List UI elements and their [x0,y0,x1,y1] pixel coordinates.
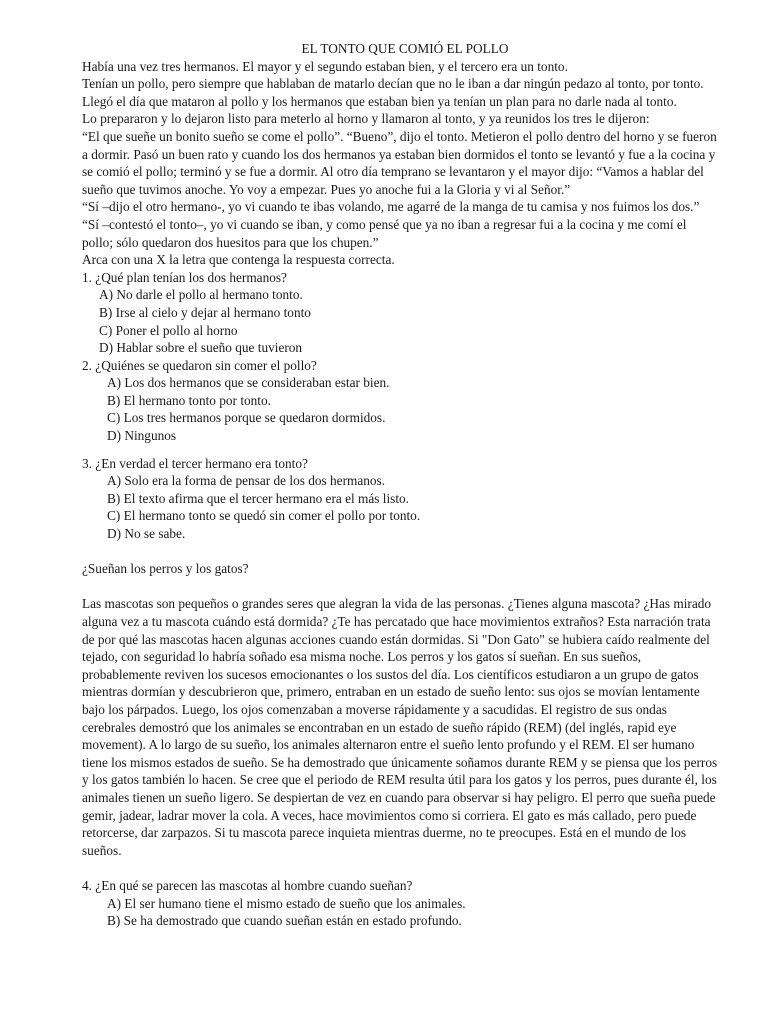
answer-option-a[interactable]: A) No darle el pollo al hermano tonto. [99,287,303,303]
reading-paragraph: Las mascotas son pequeños o grandes seres que alegran la vida de las personas. ¿Tienes alguna mascota? ¿Has mirado alguna vez a tu mascota cuándo está dormida? ¿Te has percatado que hace movimientos extraños? Esta narración trata de por qué las mascotas hacen algunas acciones cuando están dormidas. Si "Don Gato" se hubiera caído realmente del tejado, con seguridad lo habría soñado esa misma noche. Los perros y los gatos sí sueñan. En sus sueños, probablemente reviven los sucesos emocionantes o los sustos del día. Los científicos estudiaron a un grupo de gatos mientras dormían y descubrieron que, primero, entraban en un estado de sueño lento: sus ojos se movían lentamente bajo los párpados. Luego, los ojos comenzaban a moverse rápidamente y a sacudidas. El registro de sus ondas cerebrales demostró que los animales se encontraban en un estado de sueño rápido (REM) (del inglés, rapid eye movement). A lo largo de su sueño, los animales alternaron entre el sueño lento profundo y el REM. El ser humano tiene los mismos estados de sueño. Se ha demostrado que únicamente soñamos durante REM y se piensa que los perros y los gatos también lo hacen. Se cree que el periodo de REM resulta útil para los gatos y los perros, pues durante él, los animales tienen un sueño ligero. Se despiertan de vez en cuando para observar si hay peligro. El perro que sueña puede gemir, jadear, ladrar mover la cola. A veces, hace movimientos como si corriera. El gato es más callado, pero puede retorcerse, dar zarpazos. Si tu mascota parece inquieta mientras duerme, no te preocupes. Está en el mundo de los sueños. [82,596,718,858]
answer-option-d[interactable]: D) Ningunos [107,428,177,444]
answer-options [82,374,718,444]
story-title: EL TONTO QUE COMIÓ EL POLLO [301,41,509,56]
answer-option-b[interactable]: B) Irse al cielo y dejar al hermano tonto [99,304,311,320]
spacer [82,445,718,455]
answer-option-b[interactable]: B) Se ha demostrado que cuando sueñan están en estado profundo. [107,913,462,929]
answer-option-d[interactable]: D) No se sabe. [107,526,186,542]
answer-option-c[interactable]: C) Los tres hermanos porque se quedaron dormidos. [107,410,386,426]
question-block-3 [82,455,718,543]
question-text: 2. ¿Quiénes se quedaron sin comer el pollo? [82,357,317,373]
story-paragraph-1: Había una vez tres hermanos. El mayor y el segundo estaban bien, y el tercero era un tonto. [82,58,568,74]
spacer [82,859,718,877]
answer-option-a[interactable]: A) Los dos hermanos que se consideraban estar bien. [107,375,390,391]
spacer [82,543,718,561]
question-text: 3. ¿En verdad el tercer hermano era tonto? [82,455,308,471]
question-block-2 [82,357,718,445]
question-text: 1. ¿Qué plan tenían los dos hermanos? [82,269,287,285]
question-text: 4. ¿En qué se parecen las mascotas al hombre cuando sueñan? [82,877,413,893]
section-title: ¿Sueñan los perros y los gatos? [82,561,249,577]
answer-option-a[interactable]: A) El ser humano tiene el mismo estado de sueño que los animales. [107,895,466,911]
story-paragraph-3: Lo prepararon y lo dejaron listo para meterlo al horno y llamaron al tonto, y ya reunidos los tres le dijeron: [82,111,650,127]
answer-option-d[interactable]: D) Hablar sobre el sueño que tuvieron [99,340,303,356]
answer-options [82,895,718,930]
question-block-4 [82,877,718,930]
story-paragraph-4: “El que sueñe un bonito sueño se come el pollo”. “Bueno”, dijo el tonto. Metieron el pollo dentro del horno y se fueron a dormir. Pasó un buen rato y cuando los dos hermanos ya estaban bien dormidos el tonto se levantó y fue a la cocina y se comió el pollo; terminó y se fue a dormir. Al otro día temprano se levantaron y el mayor dijo: “Vamos a hablar del sueño que tuvimos anoche. Yo voy a empezar. Pues yo anoche fui a la Gloria y vi al Señor.” [82,128,717,197]
story-paragraph-2: Tenían un pollo, pero siempre que hablaban de matarlo decían que no le iban a dar ningún pedazo al tonto, por tonto. Llegó el día que mataron al pollo y los hermanos que estaban bien ya tenían un plan para no darle nada al tonto. [82,76,704,109]
answer-option-c[interactable]: C) Poner el pollo al horno [99,322,238,338]
answer-option-a[interactable]: A) Solo era la forma de pensar de los dos hermanos. [107,473,386,489]
story-paragraph-5: “Sí –dijo el otro hermano-, yo vi cuando te ibas volando, me agarré de la manga de tu camisa y nos fuimos los dos.” “Sí –contestó el tonto–, yo vi cuando se iban, y como pensé que ya no iban a regresar fui a la cocina y me comí el pollo; sólo quedaron dos huesitos para que los chupen.” [82,199,700,250]
spacer [82,578,718,596]
question-block-1 [82,269,718,357]
instruction-text: Arca con una X la letra que contenga la respuesta correcta. [82,252,395,268]
answer-option-c[interactable]: C) El hermano tonto se quedó sin comer el pollo por tonto. [107,508,421,524]
answer-option-b[interactable]: B) El hermano tonto por tonto. [107,392,271,408]
answer-option-b[interactable]: B) El texto afirma que el tercer hermano era el más listo. [107,490,410,506]
answer-options [82,472,718,542]
answer-options [82,286,718,356]
